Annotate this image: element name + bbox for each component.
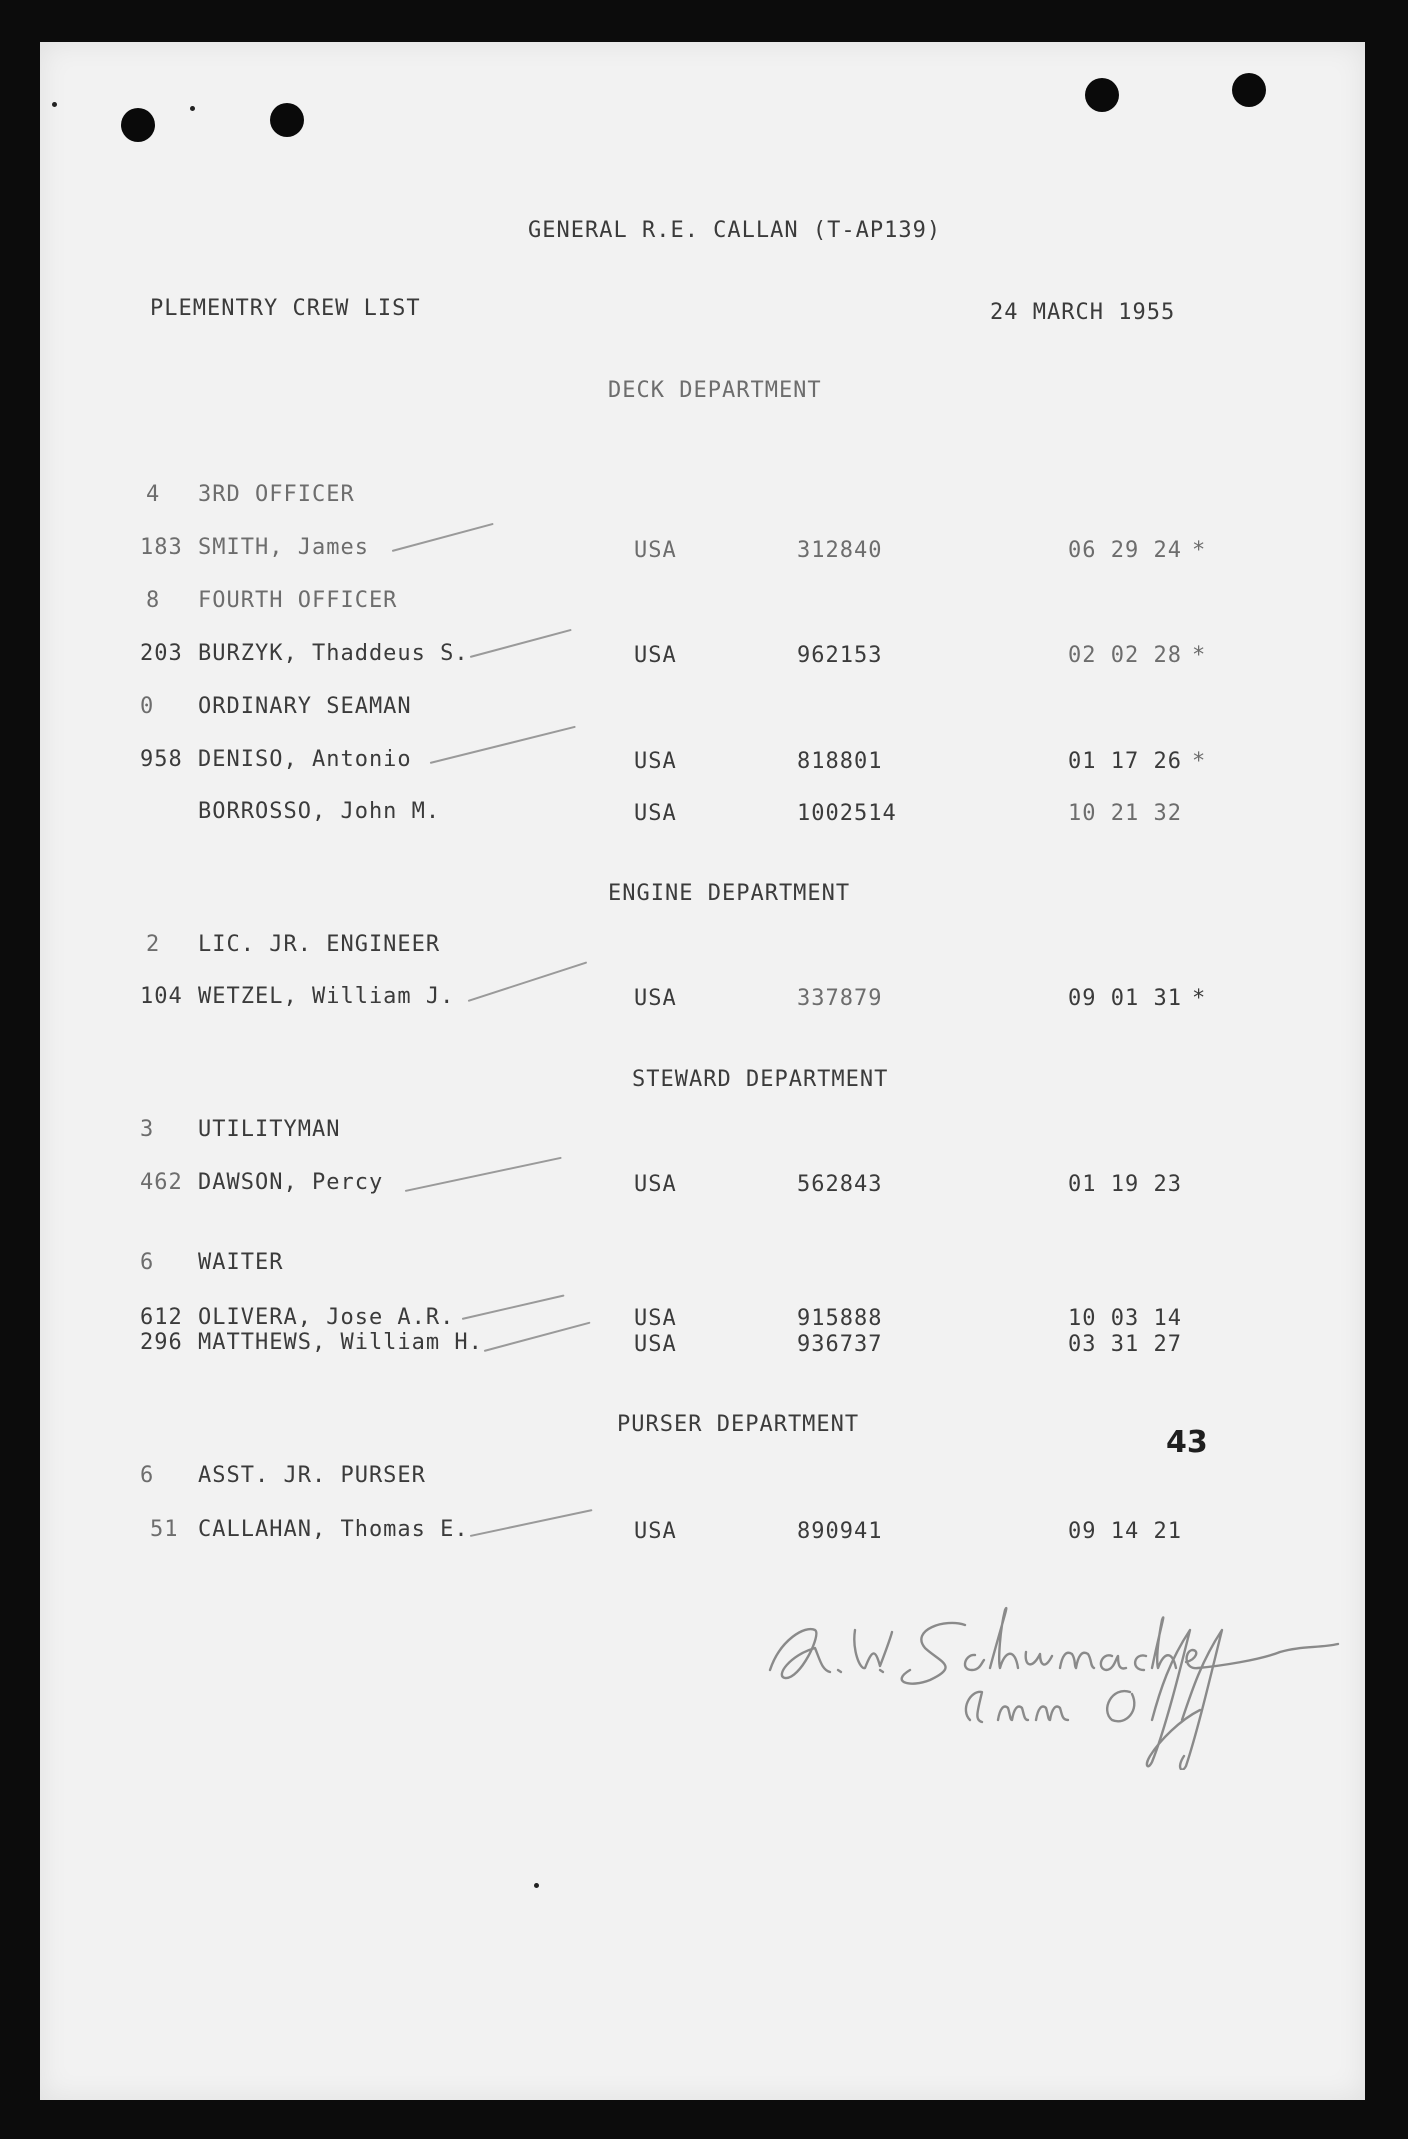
- crew-id: 203: [140, 641, 183, 666]
- crew-citizenship: USA: [634, 1306, 677, 1331]
- crew-id: 104: [140, 984, 183, 1009]
- crew-citizenship: USA: [634, 538, 677, 563]
- crew-id: 958: [140, 747, 183, 772]
- rating-title: LIC. JR. ENGINEER: [198, 932, 441, 957]
- crew-id: 296: [140, 1330, 183, 1355]
- rating-title: 3RD OFFICER: [198, 482, 355, 507]
- crew-number: 890941: [797, 1519, 883, 1544]
- dust-speck: [190, 106, 195, 111]
- rating-title: FOURTH OFFICER: [198, 588, 398, 613]
- crew-number: 562843: [797, 1172, 883, 1197]
- crew-citizenship: USA: [634, 801, 677, 826]
- ship-title: GENERAL R.E. CALLAN (T-AP139): [528, 218, 942, 243]
- crew-mark: *: [1192, 749, 1207, 774]
- crew-mark: *: [1192, 643, 1207, 668]
- page-number: 43: [1166, 1425, 1208, 1460]
- rating-title: ASST. JR. PURSER: [198, 1463, 426, 1488]
- crew-citizenship: USA: [634, 1519, 677, 1544]
- punch-hole: [1085, 78, 1119, 112]
- crew-number: 337879: [797, 986, 883, 1011]
- crew-mark: *: [1192, 538, 1207, 563]
- crew-dob: 01 19 23: [1068, 1172, 1182, 1197]
- crew-number: 936737: [797, 1332, 883, 1357]
- crew-name: WETZEL, William J.: [198, 984, 455, 1009]
- crew-dob: 06 29 24: [1068, 538, 1182, 563]
- rating-code: 8: [146, 588, 161, 613]
- crew-number: 1002514: [797, 801, 897, 826]
- crew-dob: 09 01 31: [1068, 986, 1182, 1011]
- department-heading: ENGINE DEPARTMENT: [608, 881, 851, 906]
- crew-dob: 02 02 28: [1068, 643, 1182, 668]
- punch-hole: [1232, 73, 1266, 107]
- crew-name: CALLAHAN, Thomas E.: [198, 1517, 469, 1542]
- crew-dob: 10 03 14: [1068, 1306, 1182, 1331]
- rating-code: 6: [140, 1250, 155, 1275]
- crew-id: 462: [140, 1170, 183, 1195]
- punch-hole: [270, 103, 304, 137]
- crew-dob: 01 17 26: [1068, 749, 1182, 774]
- crew-id: 51: [150, 1517, 179, 1542]
- crew-name: DENISO, Antonio: [198, 747, 412, 772]
- crew-id: 183: [140, 535, 183, 560]
- crew-dob: 10 21 32: [1068, 801, 1182, 826]
- crew-citizenship: USA: [634, 1332, 677, 1357]
- crew-citizenship: USA: [634, 749, 677, 774]
- crew-number: 915888: [797, 1306, 883, 1331]
- rating-code: 0: [140, 694, 155, 719]
- rating-title: WAITER: [198, 1250, 284, 1275]
- rating-code: 4: [146, 482, 161, 507]
- crew-name: MATTHEWS, William H.: [198, 1330, 483, 1355]
- punch-hole: [121, 108, 155, 142]
- crew-citizenship: USA: [634, 1172, 677, 1197]
- handwritten-signature: [760, 1570, 1350, 1770]
- list-date: 24 MARCH 1955: [990, 300, 1176, 325]
- rating-code: 2: [146, 932, 161, 957]
- crew-number: 962153: [797, 643, 883, 668]
- list-title: PLEMENTRY CREW LIST: [150, 296, 421, 321]
- rating-title: ORDINARY SEAMAN: [198, 694, 412, 719]
- rating-code: 3: [140, 1117, 155, 1142]
- crew-dob: 03 31 27: [1068, 1332, 1182, 1357]
- department-heading: DECK DEPARTMENT: [608, 378, 822, 403]
- crew-id: 612: [140, 1305, 183, 1330]
- crew-name: BORROSSO, John M.: [198, 799, 441, 824]
- crew-name: DAWSON, Percy: [198, 1170, 384, 1195]
- crew-number: 312840: [797, 538, 883, 563]
- crew-mark: *: [1192, 986, 1207, 1011]
- department-heading: PURSER DEPARTMENT: [617, 1412, 860, 1437]
- crew-number: 818801: [797, 749, 883, 774]
- crew-citizenship: USA: [634, 986, 677, 1011]
- department-heading: STEWARD DEPARTMENT: [632, 1067, 889, 1092]
- rating-title: UTILITYMAN: [198, 1117, 341, 1142]
- crew-name: OLIVERA, Jose A.R.: [198, 1305, 455, 1330]
- dust-speck: [52, 102, 57, 107]
- rating-code: 6: [140, 1463, 155, 1488]
- crew-name: BURZYK, Thaddeus S.: [198, 641, 469, 666]
- dust-speck: [534, 1883, 539, 1888]
- crew-name: SMITH, James: [198, 535, 369, 560]
- crew-citizenship: USA: [634, 643, 677, 668]
- crew-dob: 09 14 21: [1068, 1519, 1182, 1544]
